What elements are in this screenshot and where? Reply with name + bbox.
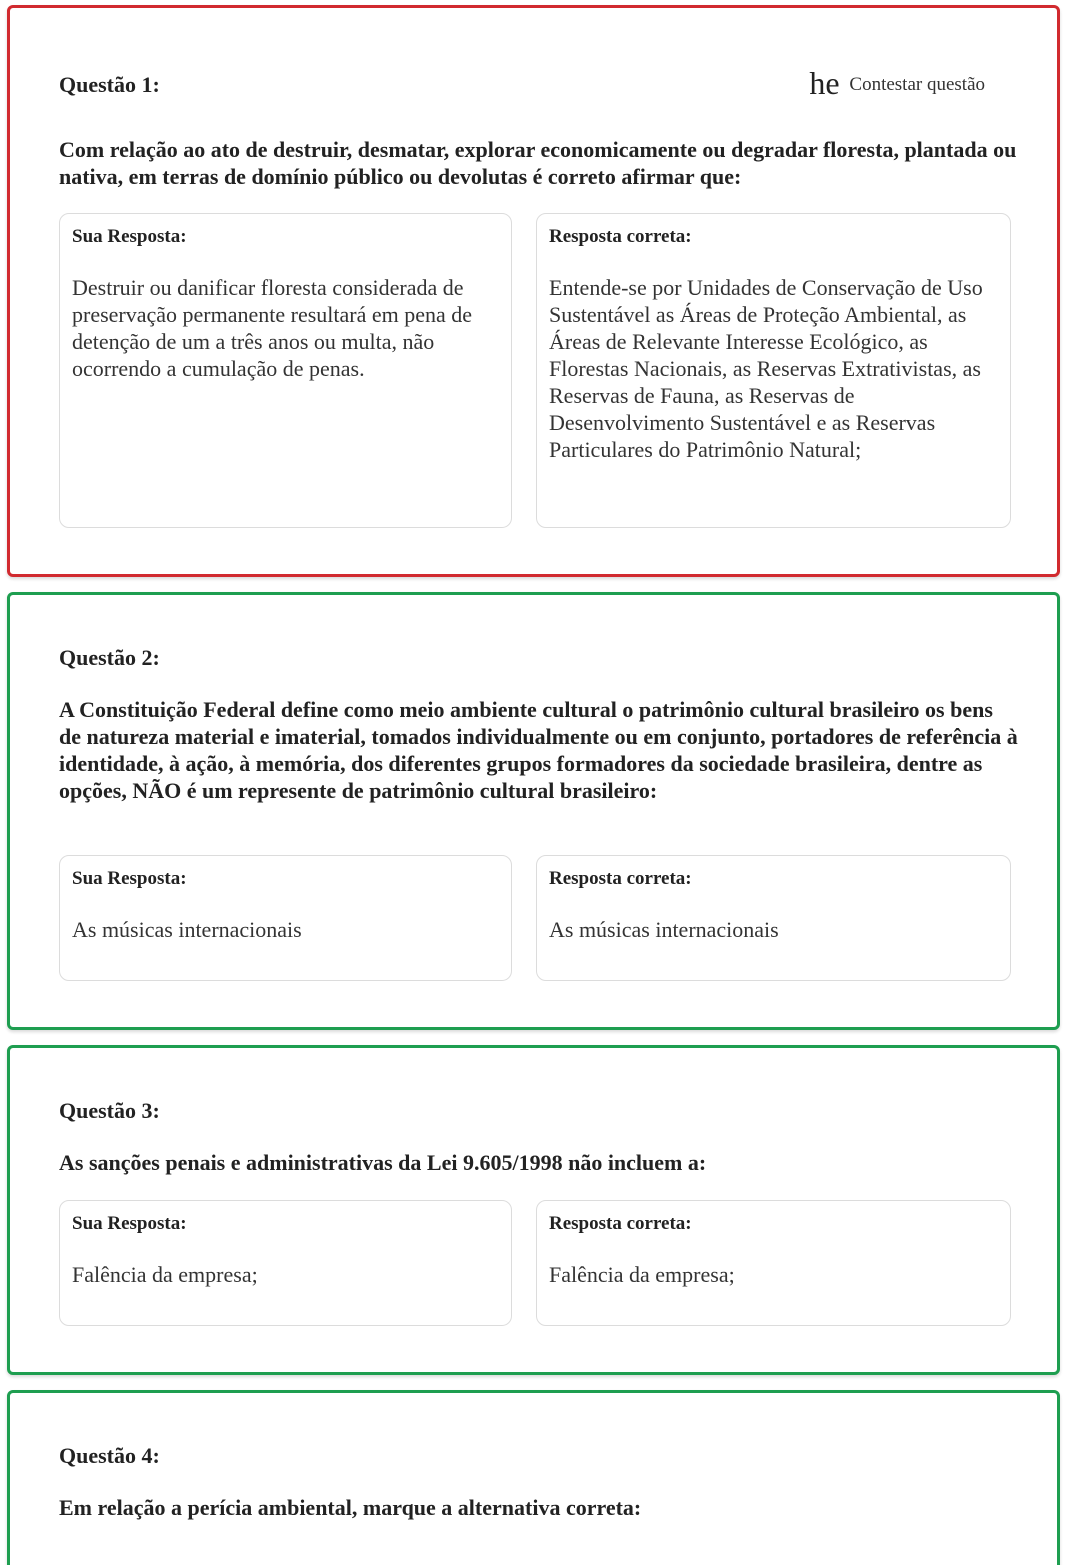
your-answer-text: As músicas internacionais [72, 917, 302, 942]
question-card-3 [7, 1045, 1060, 1375]
question-title: Questão 2: [59, 645, 160, 670]
question-card-4 [7, 1390, 1060, 1565]
correct-answer-box [536, 1200, 1011, 1326]
your-answer-text: Destruir ou danificar floresta considerada de preservação permanente resultará em pena de detenção de um a três anos ou multa, não ocorrendo a cumulação de penas. [72, 275, 473, 381]
question-text: Com relação ao ato de destruir, desmatar, explorar economicamente ou degradar floresta, plantada ou nativa, em terras de domínio público ou devolutas é correto afirmar que: [59, 137, 1017, 189]
question-card-1 [7, 5, 1060, 577]
question-title: Questão 4: [59, 1443, 160, 1468]
correct-answer-label: Resposta correta: [549, 226, 692, 247]
question-title: Questão 3: [59, 1098, 160, 1123]
contest-question-link[interactable] [809, 68, 985, 98]
your-answer-box [59, 1200, 512, 1326]
your-answer-box [59, 855, 512, 981]
correct-answer-box [536, 855, 1011, 981]
correct-answer-text: Falência da empresa; [549, 1262, 735, 1287]
correct-answer-label: Resposta correta: [549, 868, 692, 889]
your-answer-box [59, 213, 512, 528]
broken-image-icon: he [809, 68, 840, 98]
correct-answer-label: Resposta correta: [549, 1213, 692, 1234]
question-title: Questão 1: [59, 72, 160, 97]
question-text: A Constituição Federal define como meio ambiente cultural o patrimônio cultural brasileiro os bens de natureza material e imaterial, tomados individualmente ou em conjunto, portadores de referência à identidade, à ação, à memória, dos diferentes grupos formadores da sociedade brasileira, dentre as opções, NÃO é um represente de patrimônio cultural brasileiro: [59, 697, 1018, 803]
question-text: As sanções penais e administrativas da Lei 9.605/1998 não incluem a: [59, 1150, 707, 1175]
question-card-2 [7, 592, 1060, 1030]
question-text: Em relação a perícia ambiental, marque a alternativa correta: [59, 1495, 642, 1520]
correct-answer-text: As músicas internacionais [549, 917, 779, 942]
your-answer-label: Sua Resposta: [72, 226, 187, 247]
your-answer-label: Sua Resposta: [72, 1213, 187, 1234]
contest-question-label[interactable]: Contestar questão [849, 74, 985, 95]
correct-answer-box [536, 213, 1011, 528]
correct-answer-text: Entende-se por Unidades de Conservação de Uso Sustentável as Áreas de Proteção Ambiental, as Áreas de Relevante Interesse Ecológico, as Florestas Nacionais, as Reservas Extrativistas, as Reservas de Fauna, as Reservas de Desenvolvimento Sustentável e as Reservas Particulares do Patrimônio Natural; [549, 275, 983, 462]
your-answer-text: Falência da empresa; [72, 1262, 258, 1287]
your-answer-label: Sua Resposta: [72, 868, 187, 889]
